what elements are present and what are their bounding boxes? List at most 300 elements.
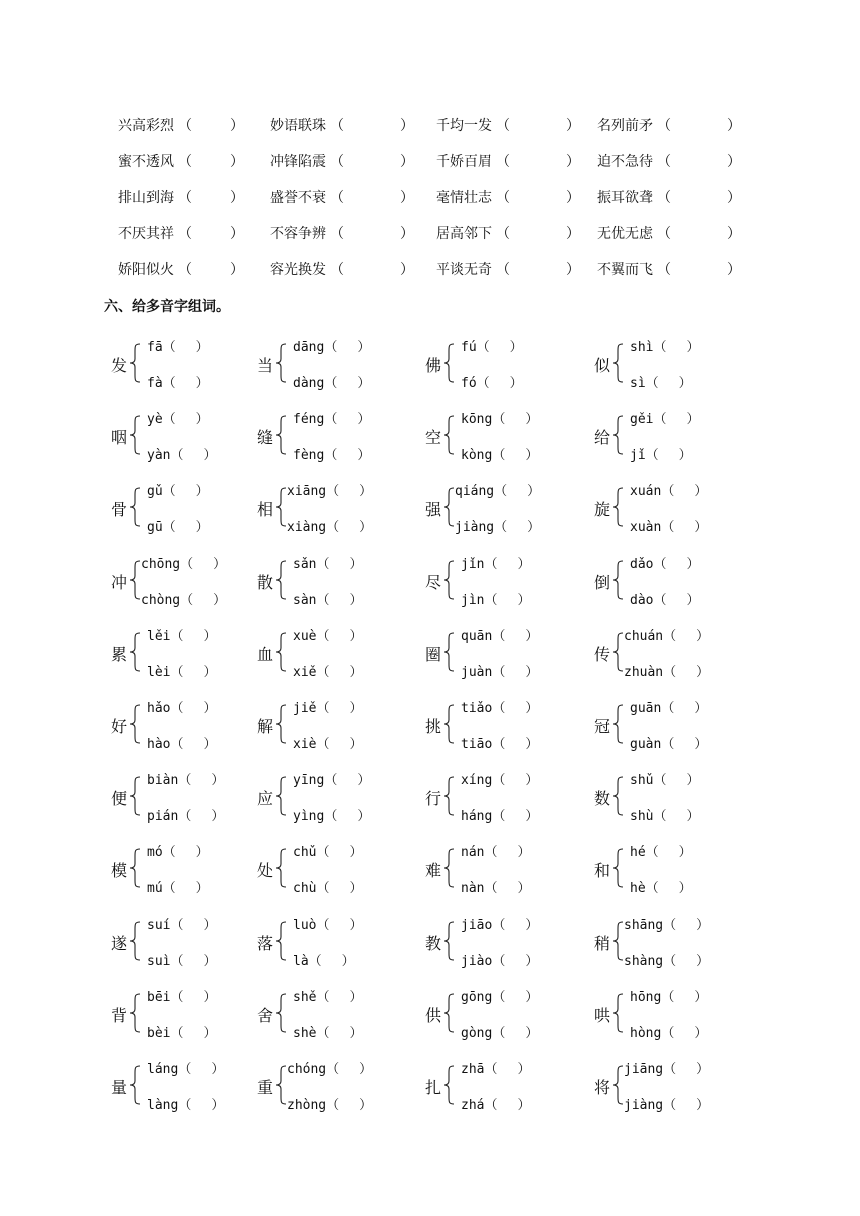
close-paren: ） bbox=[694, 989, 708, 1005]
idiom-text: 平谈无奇 bbox=[436, 263, 492, 278]
pinyin-line bbox=[147, 408, 209, 427]
pinyin-reading: jiào bbox=[461, 953, 493, 969]
open-paren: （ bbox=[326, 484, 340, 500]
pinyin-reading: háng bbox=[461, 809, 493, 825]
polyphone-char: 缝 bbox=[257, 430, 274, 448]
pinyin-line bbox=[461, 697, 538, 716]
open-paren: （ bbox=[162, 340, 176, 355]
close-paren: ） bbox=[359, 1098, 373, 1113]
open-paren: （ bbox=[653, 773, 667, 789]
brace-icon bbox=[612, 776, 624, 816]
pinyin-line bbox=[293, 372, 370, 391]
pinyin-reading: chóng bbox=[287, 1062, 327, 1077]
pinyin-line bbox=[293, 914, 363, 933]
pinyin-line bbox=[461, 877, 531, 896]
open-paren: （ bbox=[492, 664, 506, 680]
close-paren: ） bbox=[696, 953, 710, 969]
open-paren: （ bbox=[484, 845, 498, 861]
pinyin-reading: jiàng bbox=[455, 520, 495, 536]
open-paren: （ bbox=[492, 989, 506, 1005]
close-paren: ） bbox=[213, 556, 227, 572]
polyphone-char: 落 bbox=[257, 935, 274, 953]
pinyin-line bbox=[461, 372, 523, 391]
idiom-text: 居高邻下 bbox=[436, 227, 492, 242]
pinyin-line bbox=[147, 1094, 224, 1113]
pinyin-reading: hōng bbox=[630, 989, 662, 1005]
pinyin-line bbox=[461, 1022, 538, 1041]
pinyin-reading: dǎo bbox=[630, 556, 654, 572]
open-paren: （ bbox=[326, 520, 340, 536]
close-paren: ） bbox=[211, 1062, 225, 1077]
brace-icon bbox=[612, 415, 624, 455]
close-paren: ） bbox=[211, 1098, 225, 1113]
pinyin-line bbox=[147, 877, 209, 896]
pinyin-line bbox=[461, 625, 538, 644]
open-paren: （ bbox=[170, 701, 184, 716]
pinyin-reading: zhuàn bbox=[624, 664, 664, 680]
pinyin-reading: yàn bbox=[147, 448, 171, 464]
open-paren: （ bbox=[326, 1062, 340, 1077]
polyphone-item bbox=[594, 625, 764, 685]
pinyin-line bbox=[147, 841, 209, 860]
pinyin-line bbox=[141, 589, 226, 608]
pinyin-reading: tiāo bbox=[461, 737, 493, 752]
close-paren: ） bbox=[525, 664, 539, 680]
pinyin-line bbox=[293, 733, 363, 752]
pinyin-line bbox=[147, 914, 217, 933]
close-paren: ） bbox=[195, 845, 209, 861]
pinyin-line bbox=[455, 516, 540, 535]
close-paren: ） bbox=[686, 340, 700, 355]
pinyin-line bbox=[147, 805, 224, 824]
pinyin-line bbox=[461, 733, 538, 752]
pinyin-line bbox=[461, 950, 538, 969]
pinyin-reading: biàn bbox=[147, 773, 179, 789]
open-paren: （ bbox=[324, 773, 338, 789]
pinyin-reading: tiǎo bbox=[461, 701, 493, 716]
polyphone-item bbox=[111, 480, 281, 540]
open-paren: （ bbox=[645, 376, 659, 391]
polyphone-item bbox=[257, 914, 427, 974]
polyphone-item bbox=[594, 986, 764, 1046]
close-paren: ） bbox=[341, 953, 355, 969]
open-paren: （ bbox=[661, 1025, 675, 1041]
open-paren: （ bbox=[492, 773, 506, 789]
polyphone-char: 将 bbox=[594, 1080, 611, 1097]
pinyin-reading: luò bbox=[293, 917, 317, 933]
brace-icon bbox=[129, 343, 141, 383]
idiom-text: 千均一发 bbox=[436, 119, 492, 134]
polyphone-char: 咽 bbox=[111, 430, 128, 448]
pinyin-reading: hè bbox=[630, 881, 646, 897]
close-paren: ） bbox=[525, 628, 539, 644]
pinyin-reading: gǔ bbox=[147, 484, 163, 500]
close-paren: ） bbox=[400, 263, 414, 278]
pinyin-reading: shǔ bbox=[630, 773, 654, 789]
pinyin-line bbox=[630, 877, 692, 896]
pinyin-reading: sǎn bbox=[293, 556, 317, 572]
open-paren: （ bbox=[170, 953, 184, 969]
close-paren: ） bbox=[686, 809, 700, 825]
pinyin-reading: shì bbox=[630, 340, 654, 355]
close-paren: ） bbox=[195, 340, 209, 355]
idiom-item bbox=[118, 223, 244, 243]
pinyin-line bbox=[461, 661, 538, 680]
open-paren: （ bbox=[663, 917, 677, 933]
close-paren: ） bbox=[203, 917, 217, 933]
pinyin-line bbox=[287, 1058, 372, 1077]
close-paren: ） bbox=[230, 191, 244, 206]
polyphone-char: 重 bbox=[257, 1080, 274, 1097]
polyphone-item bbox=[111, 841, 281, 901]
open-paren: （ bbox=[170, 1025, 184, 1041]
polyphone-char: 冠 bbox=[594, 719, 611, 736]
open-paren: （ bbox=[657, 191, 671, 206]
polyphone-char: 行 bbox=[425, 791, 442, 809]
idiom-text: 千娇百眉 bbox=[436, 155, 492, 170]
idiom-item bbox=[436, 187, 580, 207]
pinyin-reading: mó bbox=[147, 845, 163, 861]
close-paren: ） bbox=[727, 263, 741, 278]
polyphone-char: 累 bbox=[111, 646, 128, 664]
open-paren: （ bbox=[316, 592, 330, 608]
brace-icon bbox=[612, 560, 624, 600]
pinyin-reading: shè bbox=[293, 1025, 317, 1041]
pinyin-reading: féng bbox=[293, 412, 325, 428]
idiom-item bbox=[270, 187, 414, 207]
pinyin-reading: hào bbox=[147, 737, 171, 752]
open-paren: （ bbox=[657, 263, 671, 278]
pinyin-reading: jiāng bbox=[624, 1062, 664, 1077]
close-paren: ） bbox=[696, 1062, 710, 1077]
close-paren: ） bbox=[357, 448, 371, 464]
brace-icon bbox=[612, 343, 624, 383]
polyphone-item bbox=[425, 914, 595, 974]
close-paren: ） bbox=[195, 484, 209, 500]
close-paren: ） bbox=[527, 520, 541, 536]
pinyin-reading: chōng bbox=[141, 556, 181, 572]
idiom-text: 娇阳似火 bbox=[118, 263, 174, 278]
close-paren: ） bbox=[211, 809, 225, 825]
close-paren: ） bbox=[517, 592, 531, 608]
polyphone-item bbox=[425, 1058, 595, 1118]
pinyin-reading: kòng bbox=[461, 448, 493, 464]
close-paren: ） bbox=[694, 484, 708, 500]
polyphone-char: 稍 bbox=[594, 935, 611, 953]
polyphone-char: 处 bbox=[257, 863, 274, 881]
pinyin-line bbox=[624, 914, 709, 933]
close-paren: ） bbox=[517, 881, 531, 897]
pinyin-line bbox=[287, 480, 372, 499]
open-paren: （ bbox=[178, 227, 192, 242]
polyphone-item bbox=[594, 336, 764, 396]
pinyin-reading: fó bbox=[461, 376, 477, 391]
brace-icon bbox=[612, 1065, 624, 1105]
pinyin-reading: chǔ bbox=[293, 845, 317, 861]
pinyin-line bbox=[461, 914, 538, 933]
pinyin-reading: hǎo bbox=[147, 701, 171, 716]
open-paren: （ bbox=[178, 263, 192, 278]
brace-icon bbox=[129, 487, 141, 527]
polyphone-item bbox=[111, 769, 281, 829]
brace-icon bbox=[129, 776, 141, 816]
brace-icon bbox=[443, 560, 455, 600]
pinyin-reading: suí bbox=[147, 917, 171, 933]
polyphone-item bbox=[257, 336, 427, 396]
close-paren: ） bbox=[357, 412, 371, 428]
brace-icon bbox=[612, 993, 624, 1033]
open-paren: （ bbox=[663, 664, 677, 680]
polyphone-char: 便 bbox=[111, 791, 128, 809]
open-paren: （ bbox=[326, 1098, 340, 1113]
open-paren: （ bbox=[496, 227, 510, 242]
close-paren: ） bbox=[203, 664, 217, 680]
polyphone-item bbox=[425, 553, 595, 613]
open-paren: （ bbox=[324, 376, 338, 391]
pinyin-line bbox=[147, 986, 217, 1005]
polyphone-char: 哄 bbox=[594, 1007, 611, 1025]
polyphone-char: 似 bbox=[594, 358, 611, 375]
idiom-item bbox=[597, 151, 741, 171]
pinyin-reading: yìng bbox=[293, 809, 325, 825]
pinyin-reading: sàn bbox=[293, 592, 317, 608]
pinyin-line bbox=[630, 1022, 707, 1041]
polyphone-char: 数 bbox=[594, 791, 611, 809]
close-paren: ） bbox=[357, 340, 371, 355]
close-paren: ） bbox=[696, 1098, 710, 1113]
idiom-text: 不厌其祥 bbox=[118, 227, 174, 242]
pinyin-reading: dàng bbox=[293, 376, 325, 391]
brace-icon bbox=[612, 487, 624, 527]
pinyin-reading: lěi bbox=[147, 628, 171, 644]
pinyin-line bbox=[293, 877, 363, 896]
pinyin-reading: guān bbox=[630, 701, 662, 716]
brace-icon bbox=[275, 776, 287, 816]
close-paren: ） bbox=[517, 1098, 531, 1113]
open-paren: （ bbox=[330, 155, 344, 170]
open-paren: （ bbox=[170, 989, 184, 1005]
pinyin-line bbox=[461, 1058, 531, 1077]
open-paren: （ bbox=[316, 737, 330, 752]
close-paren: ） bbox=[349, 628, 363, 644]
pinyin-reading: kōng bbox=[461, 412, 493, 428]
polyphone-char: 发 bbox=[111, 358, 128, 375]
pinyin-line bbox=[293, 336, 370, 355]
pinyin-reading: fā bbox=[147, 340, 163, 355]
close-paren: ） bbox=[230, 155, 244, 170]
close-paren: ） bbox=[509, 376, 523, 391]
pinyin-reading: bēi bbox=[147, 989, 171, 1005]
close-paren: ） bbox=[686, 592, 700, 608]
brace-icon bbox=[443, 632, 455, 672]
pinyin-reading: quān bbox=[461, 628, 493, 644]
polyphone-item bbox=[594, 480, 764, 540]
close-paren: ） bbox=[195, 520, 209, 536]
polyphone-char: 传 bbox=[594, 646, 611, 664]
idiom-item bbox=[436, 115, 580, 135]
open-paren: （ bbox=[162, 484, 176, 500]
pinyin-line bbox=[147, 516, 209, 535]
idiom-item bbox=[436, 259, 580, 279]
open-paren: （ bbox=[663, 1062, 677, 1077]
close-paren: ） bbox=[678, 448, 692, 464]
open-paren: （ bbox=[316, 989, 330, 1005]
idiom-text: 冲锋陷震 bbox=[270, 155, 326, 170]
idiom-text: 名列前矛 bbox=[597, 119, 653, 134]
open-paren: （ bbox=[657, 155, 671, 170]
polyphone-item bbox=[257, 480, 427, 540]
idiom-item bbox=[436, 151, 580, 171]
polyphone-item bbox=[111, 914, 281, 974]
open-paren: （ bbox=[492, 953, 506, 969]
close-paren: ） bbox=[566, 227, 580, 242]
pinyin-line bbox=[630, 589, 700, 608]
pinyin-line bbox=[293, 589, 363, 608]
pinyin-line bbox=[147, 1022, 217, 1041]
open-paren: （ bbox=[492, 701, 506, 716]
pinyin-line bbox=[147, 950, 217, 969]
close-paren: ） bbox=[694, 701, 708, 716]
pinyin-line bbox=[293, 769, 370, 788]
polyphone-item bbox=[425, 697, 595, 757]
polyphone-item bbox=[111, 408, 281, 468]
pinyin-line bbox=[293, 553, 363, 572]
pinyin-reading: jìn bbox=[461, 592, 485, 608]
brace-icon bbox=[275, 632, 287, 672]
pinyin-line bbox=[630, 805, 700, 824]
open-paren: （ bbox=[492, 628, 506, 644]
polyphone-item bbox=[257, 769, 427, 829]
brace-icon bbox=[275, 993, 287, 1033]
open-paren: （ bbox=[178, 1098, 192, 1113]
open-paren: （ bbox=[330, 227, 344, 242]
close-paren: ） bbox=[727, 191, 741, 206]
open-paren: （ bbox=[316, 1025, 330, 1041]
close-paren: ） bbox=[349, 1025, 363, 1041]
polyphone-char: 散 bbox=[257, 574, 274, 592]
open-paren: （ bbox=[663, 953, 677, 969]
brace-icon bbox=[129, 704, 141, 744]
pinyin-reading: hòng bbox=[630, 1025, 662, 1041]
open-paren: （ bbox=[653, 340, 667, 355]
brace-icon bbox=[275, 848, 287, 888]
pinyin-line bbox=[630, 769, 700, 788]
close-paren: ） bbox=[230, 263, 244, 278]
open-paren: （ bbox=[653, 412, 667, 428]
pinyin-line bbox=[461, 986, 538, 1005]
pinyin-reading: xuán bbox=[630, 484, 662, 500]
polyphone-item bbox=[257, 841, 427, 901]
polyphone-char: 当 bbox=[257, 358, 274, 375]
polyphone-char: 尽 bbox=[425, 574, 442, 592]
open-paren: （ bbox=[316, 881, 330, 897]
idiom-item bbox=[118, 151, 244, 171]
close-paren: ） bbox=[400, 119, 414, 134]
pinyin-line bbox=[630, 697, 707, 716]
open-paren: （ bbox=[476, 376, 490, 391]
pinyin-line bbox=[147, 336, 209, 355]
pinyin-reading: chù bbox=[293, 881, 317, 897]
open-paren: （ bbox=[170, 628, 184, 644]
close-paren: ） bbox=[525, 737, 539, 752]
polyphone-char: 背 bbox=[111, 1007, 128, 1025]
idiom-text: 排山到海 bbox=[118, 191, 174, 206]
close-paren: ） bbox=[525, 773, 539, 789]
pinyin-line bbox=[293, 986, 363, 1005]
pinyin-line bbox=[293, 841, 363, 860]
idiom-text: 无优无虑 bbox=[597, 227, 653, 242]
pinyin-line bbox=[293, 408, 370, 427]
open-paren: （ bbox=[657, 227, 671, 242]
close-paren: ） bbox=[349, 737, 363, 752]
close-paren: ） bbox=[349, 917, 363, 933]
polyphone-item bbox=[425, 841, 595, 901]
pinyin-line bbox=[461, 769, 538, 788]
pinyin-reading: zhòng bbox=[287, 1098, 327, 1113]
close-paren: ） bbox=[349, 664, 363, 680]
idiom-item bbox=[597, 187, 741, 207]
close-paren: ） bbox=[400, 191, 414, 206]
close-paren: ） bbox=[678, 845, 692, 861]
close-paren: ） bbox=[359, 520, 373, 536]
polyphone-char: 骨 bbox=[111, 502, 128, 520]
pinyin-reading: guàn bbox=[630, 737, 662, 752]
close-paren: ） bbox=[525, 917, 539, 933]
pinyin-line bbox=[455, 480, 540, 499]
pinyin-reading: suì bbox=[147, 953, 171, 969]
open-paren: （ bbox=[316, 917, 330, 933]
pinyin-line bbox=[630, 480, 707, 499]
brace-icon bbox=[275, 1065, 287, 1105]
idiom-row bbox=[0, 259, 860, 283]
pinyin-reading: fèng bbox=[293, 448, 325, 464]
pinyin-reading: làng bbox=[147, 1098, 179, 1113]
pinyin-line bbox=[461, 1094, 531, 1113]
open-paren: （ bbox=[653, 556, 667, 572]
close-paren: ） bbox=[203, 701, 217, 716]
pinyin-reading: jiě bbox=[293, 701, 317, 716]
open-paren: （ bbox=[484, 1062, 498, 1077]
close-paren: ） bbox=[195, 376, 209, 391]
open-paren: （ bbox=[657, 119, 671, 134]
brace-icon bbox=[443, 343, 455, 383]
open-paren: （ bbox=[170, 917, 184, 933]
pinyin-reading: mú bbox=[147, 881, 163, 897]
polyphone-char: 遂 bbox=[111, 935, 128, 953]
idiom-text: 兴高彩烈 bbox=[118, 119, 174, 134]
pinyin-line bbox=[624, 625, 709, 644]
brace-icon bbox=[129, 1065, 141, 1105]
close-paren: ） bbox=[203, 737, 217, 752]
polyphone-char: 应 bbox=[257, 791, 274, 809]
close-paren: ） bbox=[694, 1025, 708, 1041]
brace-icon bbox=[129, 993, 141, 1033]
open-paren: （ bbox=[653, 592, 667, 608]
close-paren: ） bbox=[203, 628, 217, 644]
open-paren: （ bbox=[496, 191, 510, 206]
polyphone-char: 强 bbox=[425, 502, 442, 520]
brace-icon bbox=[275, 921, 287, 961]
idiom-row bbox=[0, 151, 860, 175]
close-paren: ） bbox=[359, 484, 373, 500]
brace-icon bbox=[443, 487, 455, 527]
polyphone-char: 相 bbox=[257, 502, 274, 520]
close-paren: ） bbox=[525, 701, 539, 716]
pinyin-reading: fà bbox=[147, 376, 163, 391]
close-paren: ） bbox=[566, 263, 580, 278]
open-paren: （ bbox=[180, 556, 194, 572]
pinyin-reading: hé bbox=[630, 845, 646, 861]
